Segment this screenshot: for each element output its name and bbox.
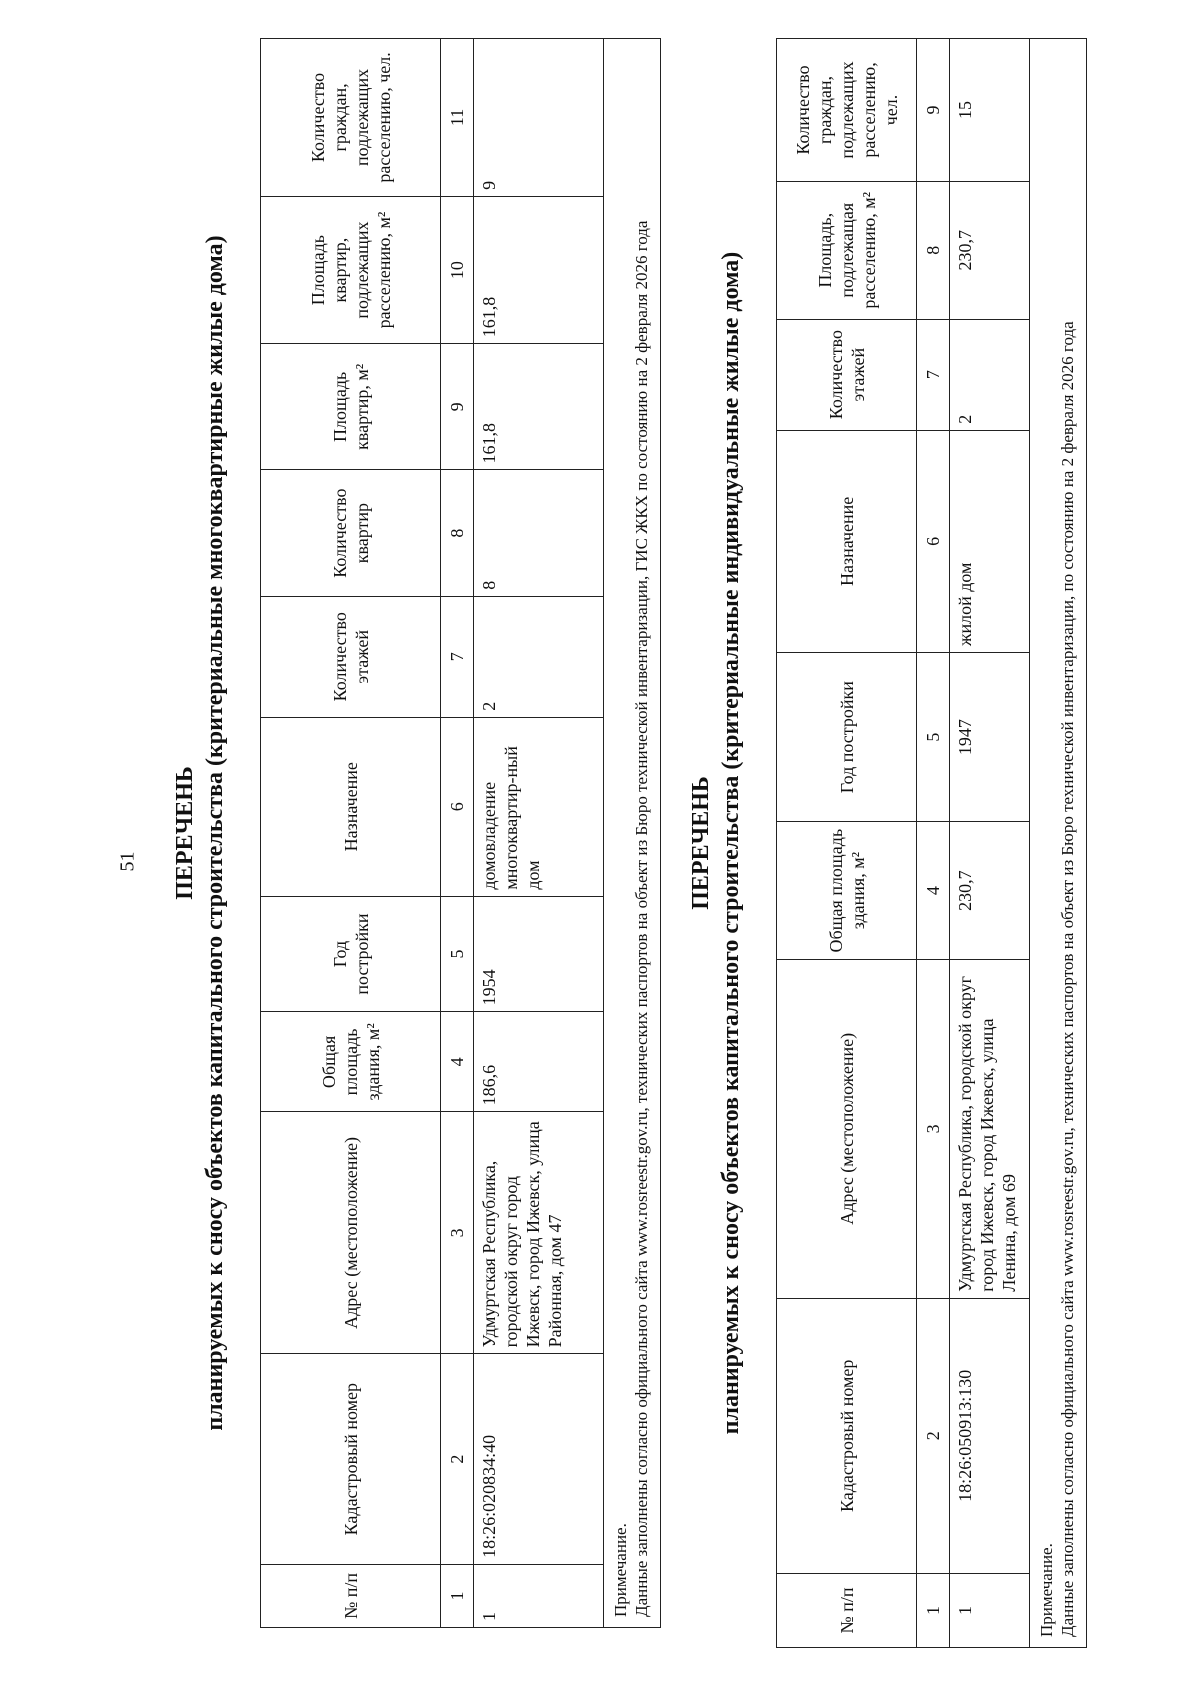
- demolition-table: [776, 38, 1030, 1648]
- cell-purpose: домовладение многоквартир-ный дом: [474, 717, 604, 896]
- column-number: 2: [441, 1354, 474, 1564]
- col-header: Общая площадь здания, м²: [777, 822, 917, 960]
- col-header: Количество граждан, подлежащих расселению, чел.: [777, 39, 917, 182]
- column-number: 5: [441, 896, 474, 1012]
- note-text: Данные заполнены согласно официального сайта www.rosreestr.gov.ru, технических паспортов на объект из Бюро технической инвентаризации, по состоянию на 2 февраля 2026 года: [1058, 321, 1077, 1637]
- column-number: 7: [441, 596, 474, 717]
- column-number: 3: [441, 1112, 474, 1354]
- cell-floors: 2: [474, 596, 604, 717]
- cell-total-area: 186,6: [474, 1012, 604, 1112]
- column-number: 5: [917, 652, 950, 821]
- column-number: 6: [917, 430, 950, 652]
- col-header: Назначение: [777, 430, 917, 652]
- col-header: Площадь квартир, м²: [261, 344, 441, 470]
- col-header: Количество этажей: [261, 596, 441, 717]
- col-header: Кадастровый номер: [261, 1354, 441, 1564]
- cell-purpose: жилой дом: [950, 430, 1030, 652]
- note: [1030, 38, 1087, 1648]
- cell-index: 1: [474, 1564, 604, 1627]
- col-header: Год постройки: [261, 896, 441, 1012]
- column-number: 9: [441, 344, 474, 470]
- doc-title: ПЕРЕЧЕНЬ: [688, 776, 714, 910]
- page-number: 51: [116, 851, 139, 872]
- cell-index: 1: [950, 1573, 1030, 1647]
- column-number: 8: [441, 470, 474, 596]
- table-row: [950, 39, 1030, 1648]
- column-number: 1: [441, 1564, 474, 1627]
- cell-address: Удмуртская Республика, городской округ город Ижевск, город Ижевск, улица Ленина, дом 69: [950, 959, 1030, 1298]
- col-header: Количество квартир: [261, 470, 441, 596]
- column-number: 4: [917, 822, 950, 960]
- header-row: [777, 39, 917, 1648]
- col-header: Общая площадь здания, м²: [261, 1012, 441, 1112]
- table-block-individual-houses: [686, 38, 1086, 1648]
- doc-subtitle: планируемых к сносу объектов капитального строительства (критериальные многоквартирные жилые дома): [202, 235, 228, 1431]
- column-number: 10: [441, 196, 474, 343]
- cell-apartment-area: 161,8: [474, 344, 604, 470]
- col-header: Площадь квартир, подлежащих расселению, м²: [261, 196, 441, 343]
- column-number: 1: [917, 1573, 950, 1647]
- note-label: Примечание.: [611, 1523, 630, 1617]
- doc-title: ПЕРЕЧЕНЬ: [172, 766, 198, 900]
- col-header: Количество граждан, подлежащих расселению, чел.: [261, 39, 441, 197]
- table-block-apartment-buildings: [170, 38, 650, 1628]
- column-number: 6: [441, 717, 474, 896]
- note-label: Примечание.: [1037, 1543, 1056, 1637]
- column-number: 7: [917, 319, 950, 430]
- col-header: Год постройки: [777, 652, 917, 821]
- col-header: Количество этажей: [777, 319, 917, 430]
- cell-total-area: 230,7: [950, 822, 1030, 960]
- table-row: [474, 39, 604, 1628]
- column-number-row: [441, 39, 474, 1628]
- col-header: № п/п: [261, 1564, 441, 1627]
- cell-apartments: 8: [474, 470, 604, 596]
- col-header: № п/п: [777, 1573, 917, 1647]
- column-number: 2: [917, 1298, 950, 1573]
- cell-residents: 15: [950, 39, 1030, 182]
- note-text: Данные заполнены согласно официального сайта www.rosreestr.gov.ru, технических паспортов на объект из Бюро технической инвентаризации, ГИС ЖКХ по состоянию на 2 февраля 2026 года: [632, 220, 651, 1617]
- col-header: Адрес (местоположение): [261, 1112, 441, 1354]
- header-row: [261, 39, 441, 1628]
- cell-residents: 9: [474, 39, 604, 197]
- doc-subtitle: планируемых к сносу объектов капитального строительства (критериальные индивидуальные жилые дома): [718, 251, 744, 1435]
- cell-resettle-area: 161,8: [474, 196, 604, 343]
- demolition-table: [260, 38, 604, 1628]
- note: [604, 38, 661, 1628]
- col-header: Назначение: [261, 717, 441, 896]
- cell-cadastral-number: 18:26:050913:130: [950, 1298, 1030, 1573]
- column-number: 8: [917, 181, 950, 319]
- cell-resettle-area: 230,7: [950, 181, 1030, 319]
- col-header: Кадастровый номер: [777, 1298, 917, 1573]
- column-number: 11: [441, 39, 474, 197]
- column-number: 3: [917, 959, 950, 1298]
- column-number: 4: [441, 1012, 474, 1112]
- column-number: 9: [917, 39, 950, 182]
- column-number-row: [917, 39, 950, 1648]
- cell-cadastral-number: 18:26:020834:40: [474, 1354, 604, 1564]
- col-header: Адрес (местоположение): [777, 959, 917, 1298]
- col-header: Площадь, подлежащая расселению, м²: [777, 181, 917, 319]
- cell-address: Удмуртская Республика, городской округ город Ижевск, город Ижевск, улица Районная, дом 47: [474, 1112, 604, 1354]
- cell-floors: 2: [950, 319, 1030, 430]
- cell-year-built: 1954: [474, 896, 604, 1012]
- cell-year-built: 1947: [950, 652, 1030, 821]
